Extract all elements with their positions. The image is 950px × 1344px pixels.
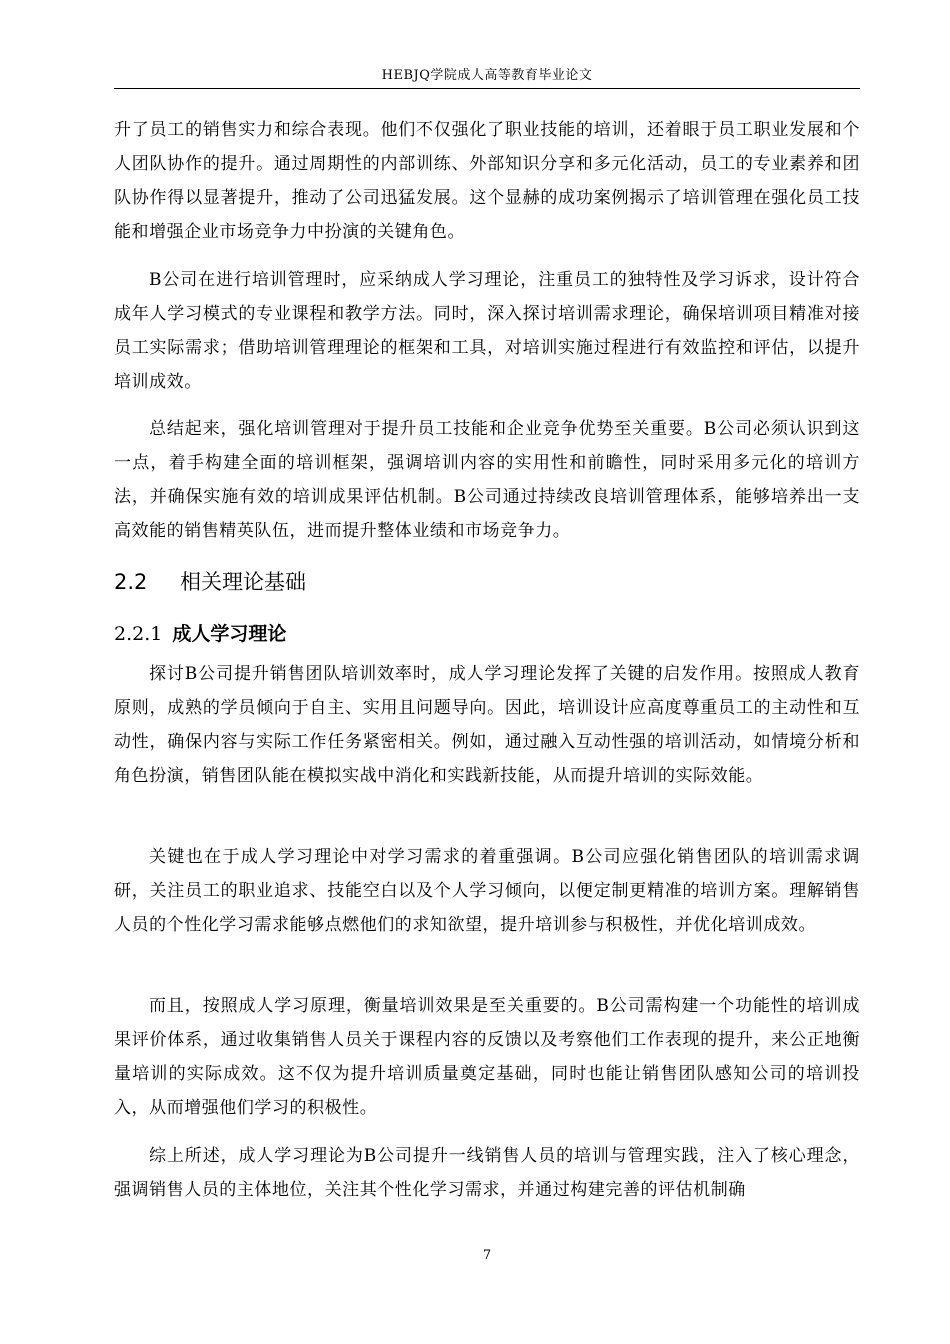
body-paragraph: 总结起来，强化培训管理对于提升员工技能和企业竞争优势至关重要。B公司必须认识到这一点，着手构建全面的培训框架，强调培训内容的实用性和前瞻性，同时采用多元化的培训方法，并确保实施有效的培训成果评估机制。B公司通过持续改良培训管理体系，能够培养出一支高效能的销售精英队伍，进而提升整体业绩和市场竞争力。 xyxy=(114,419,860,541)
body-paragraph: 探讨B公司提升销售团队培训效率时，成人学习理论发挥了关键的启发作用。按照成人教育原则，成熟的学员倾向于自主、实用且问题导向。因此，培训设计应高度尊重员工的主动性和互动性，确保内容与实际工作任务紧密相关。例如，通过融入互动性强的培训活动，如情境分析和角色扮演，销售团队能在模拟实战中消化和实践新技能，从而提升培训的实际效能。 xyxy=(114,664,860,786)
running-header: HEBJQ学院成人高等教育毕业论文 xyxy=(381,68,593,83)
section-heading xyxy=(114,567,306,597)
page-number: 7 xyxy=(482,1248,492,1263)
subsection-title: 成人学习理论 xyxy=(172,623,287,645)
body-paragraph: 关键也在于成人学习理论中对学习需求的着重强调。B公司应强化销售团队的培训需求调研，关注员工的职业追求、技能空白以及个人学习倾向，以便定制更精准的培训方案。理解销售人员的个性化学习需求能够点燃他们的求知欲望，提升培训参与积极性，并优化培训成效。 xyxy=(114,847,860,935)
body-paragraph: 综上所述，成人学习理论为B公司提升一线销售人员的培训与管理实践，注入了核心理念，强调销售人员的主体地位，关注其个性化学习需求，并通过构建完善的评估机制确 xyxy=(114,1146,860,1200)
section-title: 相关理论基础 xyxy=(180,570,306,594)
subsection-number: 2.2.1 xyxy=(114,623,163,645)
body-paragraph: B公司在进行培训管理时，应采纳成人学习理论，注重员工的独特性及学习诉求，设计符合成年人学习模式的专业课程和教学方法。同时，深入探讨培训需求理论，确保培训项目精准对接员工实际需求；借助培训管理理论的框架和工具，对培训实施过程进行有效监控和评估，以提升培训成效。 xyxy=(114,270,860,392)
body-paragraph: 而且，按照成人学习原理，衡量培训效果是至关重要的。B公司需构建一个功能性的培训成果评价体系，通过收集销售人员关于课程内容的反馈以及考察他们工作表现的提升，来公正地衡量培训的实际成效。这不仅为提升培训质量奠定基础，同时也能让销售团队感知公司的培训投入，从而增强他们学习的积极性。 xyxy=(114,996,860,1118)
section-number: 2.2 xyxy=(114,570,148,594)
body-paragraph: 升了员工的销售实力和综合表现。他们不仅强化了职业技能的培训，还着眼于员工职业发展和个人团队协作的提升。通过周期性的内部训练、外部知识分享和多元化活动，员工的专业素养和团队协作得以显著提升，推动了公司迅猛发展。这个显赫的成功案例揭示了培训管理在强化员工技能和增强企业市场竞争力中扮演的关键角色。 xyxy=(114,120,860,242)
header-divider xyxy=(114,88,860,89)
subsection-heading xyxy=(114,620,286,648)
